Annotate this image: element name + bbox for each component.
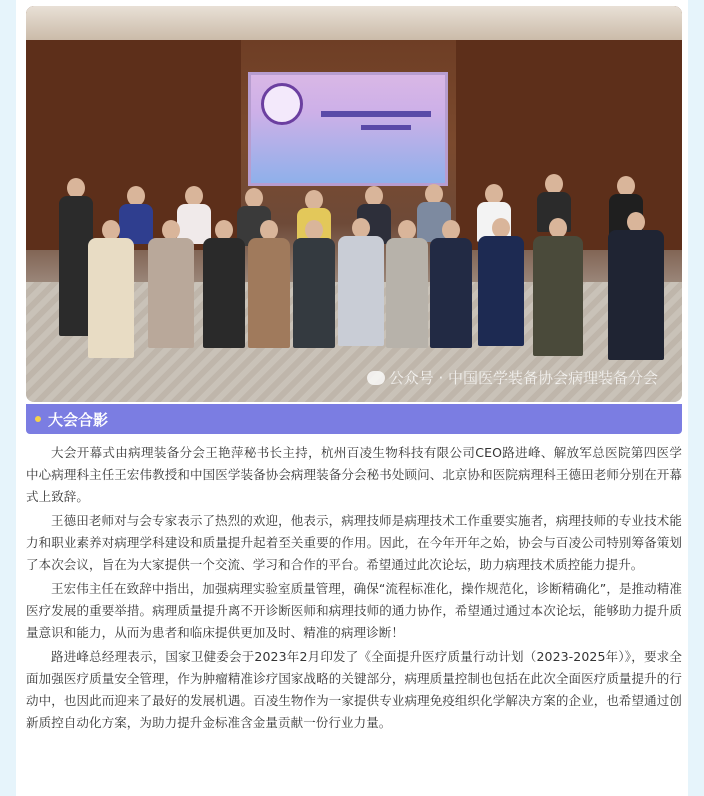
person-figure <box>246 220 292 350</box>
watermark-text: 公众号 · 中国医学装备协会病理装备分会 <box>388 369 658 387</box>
paragraph: 王宏伟主任在致辞中指出，加强病理实验室质量管理，确保“流程标准化，操作规范化，诊断精确化”，是推动精准医疗发展的重要举措。病理质量提升离不开诊断医师和病理技师的通力协作，希望通过通过本次论坛，能够助力提升质量意识和能力，从而为患者和临床提供更加及时、精准的病理诊断！ <box>26 581 682 640</box>
paragraph: 大会开幕式由病理装备分会王艳萍秘书长主持，杭州百凌生物科技有限公司CEO路进峰、解放军总医院第四医学中心病理科主任王宏伟教授和中国医学装备协会病理装备分会秘书处顾问、北京协和医院病理科王德田老师分别在开幕式上致辞。 <box>26 445 682 504</box>
article-card <box>16 0 688 796</box>
association-logo-icon <box>261 83 303 125</box>
person-figure <box>86 220 136 360</box>
bullet-dot-icon <box>35 416 41 422</box>
person-figure <box>146 220 196 350</box>
ceiling <box>26 6 682 40</box>
caption-bar <box>26 404 682 434</box>
caption-title: 大会合影 <box>48 411 109 429</box>
person-figure <box>606 212 666 362</box>
person-figure <box>384 220 430 350</box>
person-figure <box>201 220 247 350</box>
article-body <box>26 440 682 734</box>
group-photo <box>26 6 682 402</box>
person-figure <box>336 218 386 348</box>
wechat-icon <box>367 371 385 385</box>
person-figure <box>428 220 474 350</box>
person-figure <box>291 220 337 350</box>
person-figure <box>476 218 526 348</box>
person-figure <box>531 218 585 358</box>
paragraph: 王德田老师对与会专家表示了热烈的欢迎，他表示，病理技师是病理技术工作重要实施者，病理技师的专业技术能力和职业素养对病理学科建设和质量提升起着至关重要的作用。因此，在今年开年之始，协会与百凌公司特别筹备策划了本次会议，旨在为大家提供一个交流、学习和合作的平台。希望通过此次论坛，助力病理技术质控能力提升。 <box>26 513 682 572</box>
watermark <box>367 367 658 388</box>
projection-screen <box>248 72 448 186</box>
paragraph: 路进峰总经理表示，国家卫健委会于2023年2月印发了《全面提升医疗质量行动计划（2023-2025年）》，要求全面加强医疗质量安全管理，作为肿瘤精准诊疗国家战略的关键部分，病理质量控制也包括在此次全面医疗质量提升的行动中，也因此而迎来了最好的发展机遇。百凌生物作为一家提供专业病理免疫组织化学解决方案的企业，也希望通过创新质控自动化方案，为助力提升金标准含金量贡献一份行业力量。 <box>26 649 682 730</box>
